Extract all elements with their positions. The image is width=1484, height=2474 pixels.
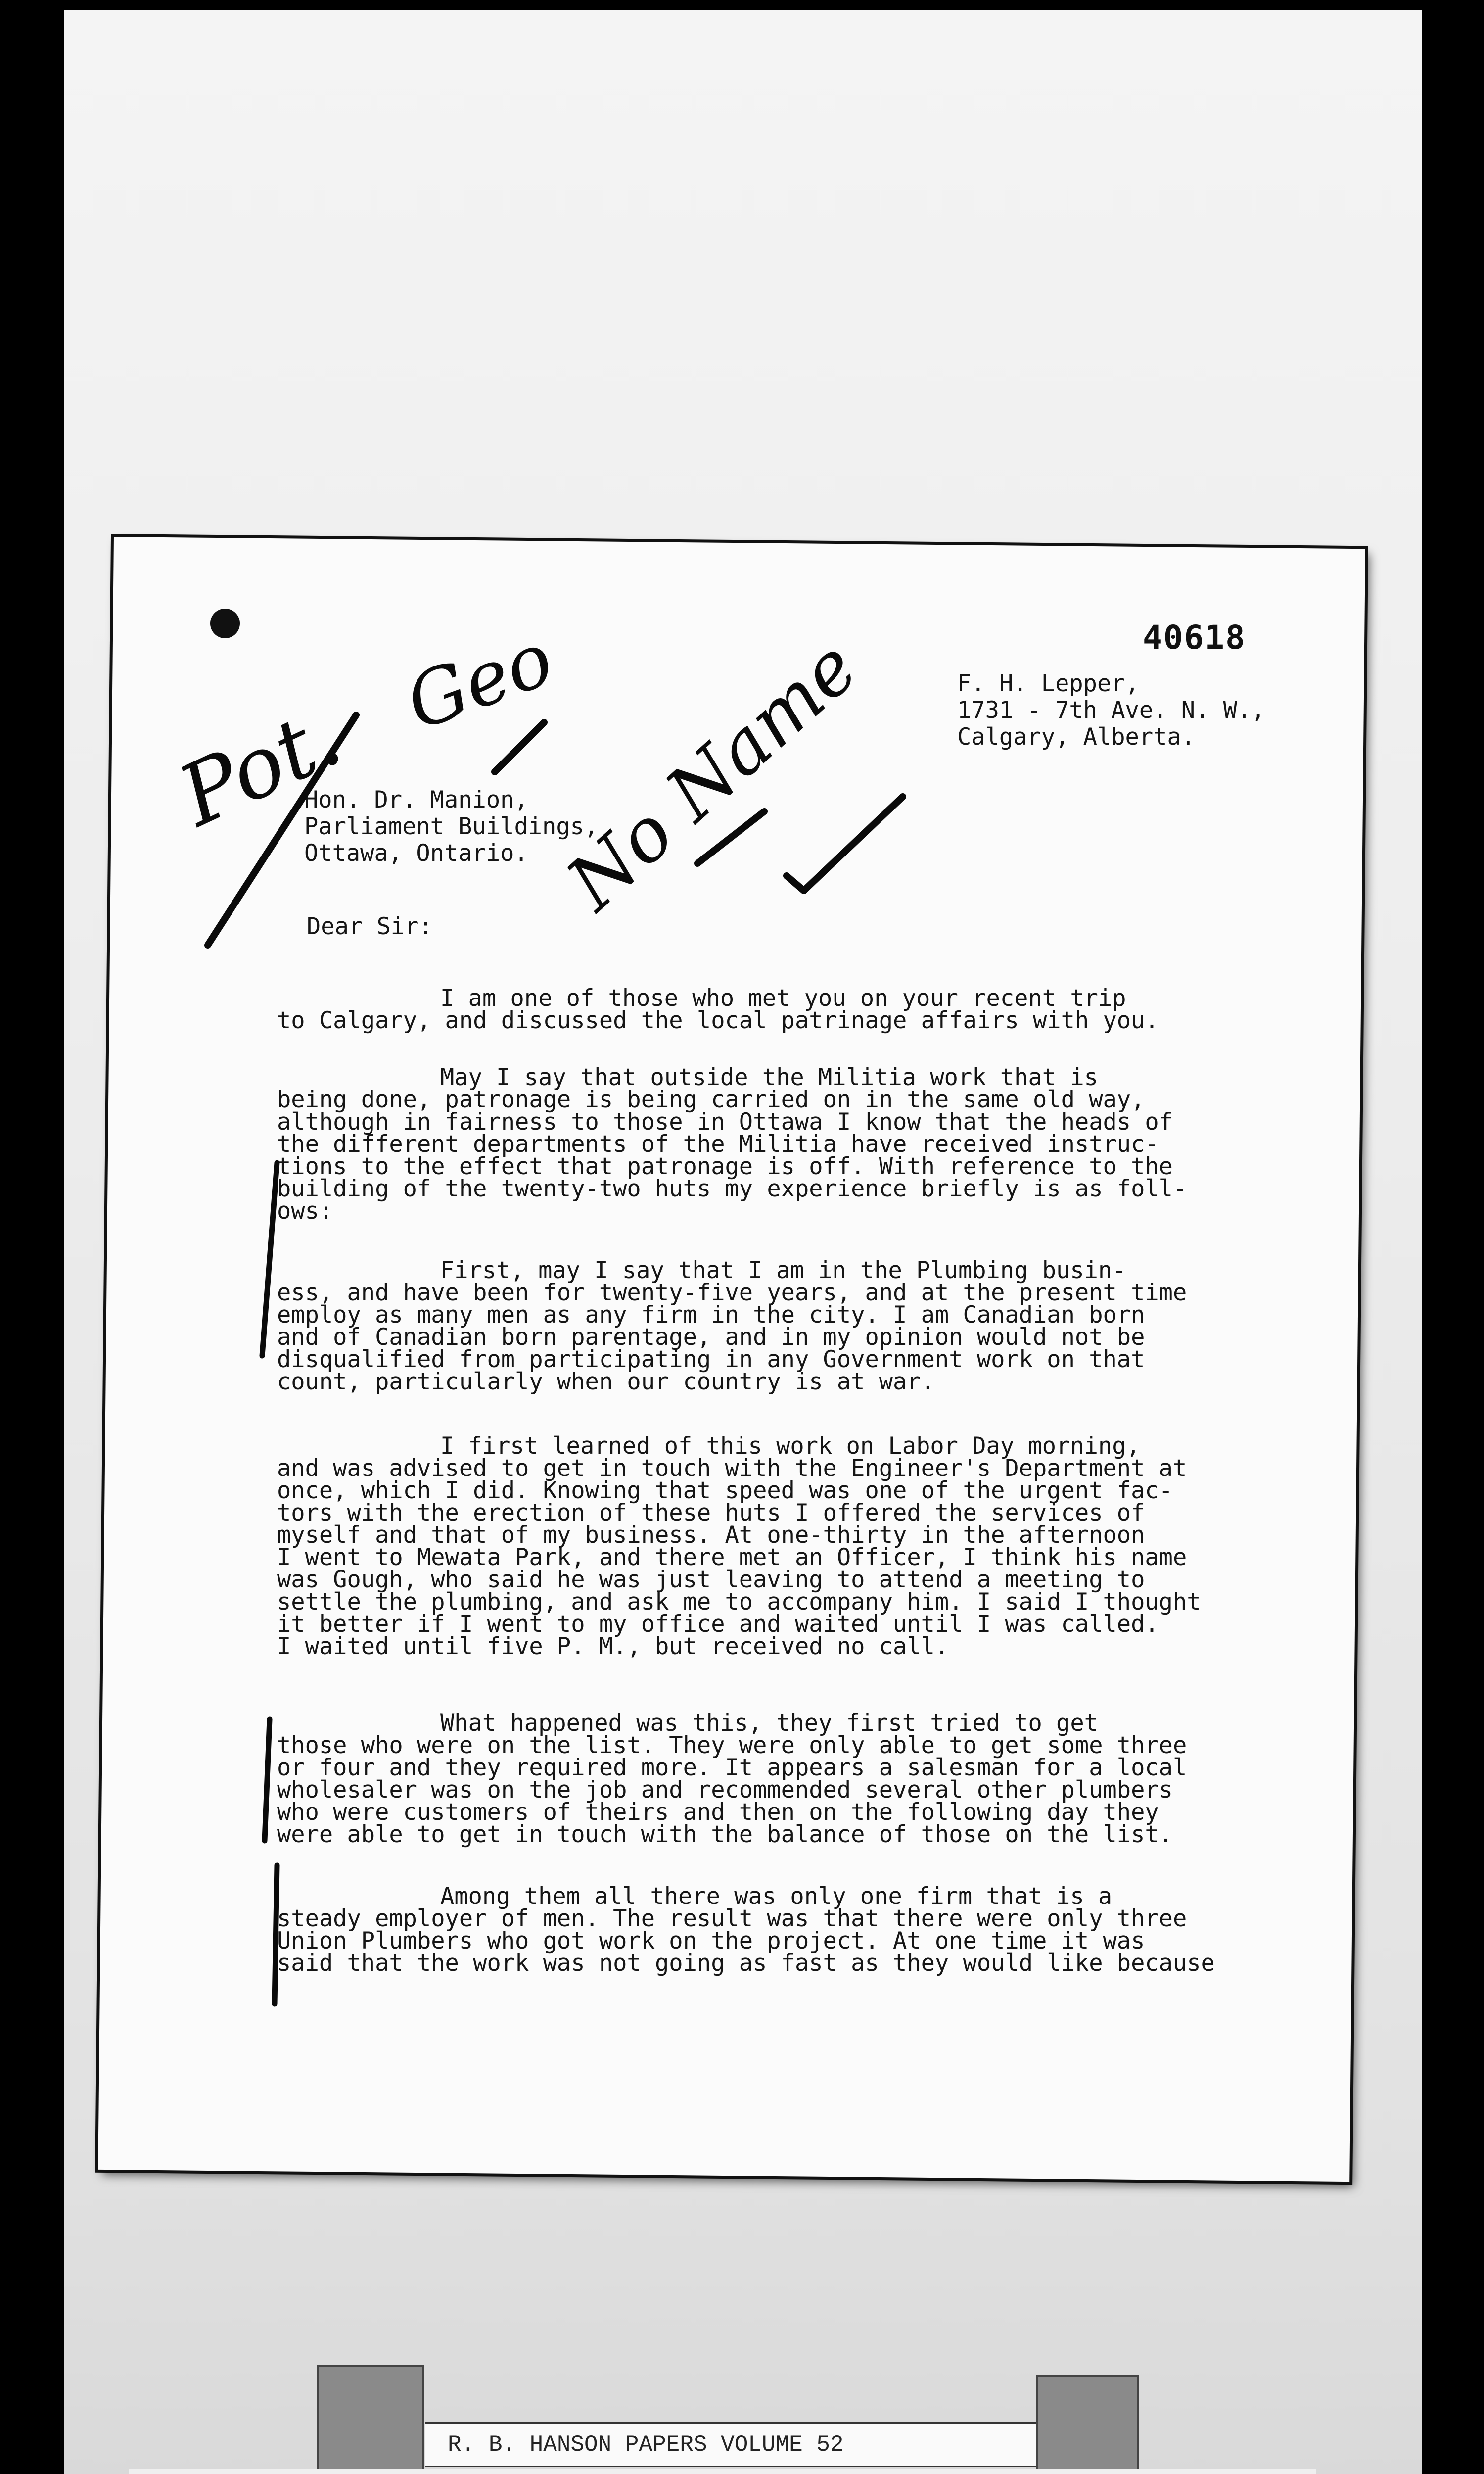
- paragraph-line: myself and that of my business. At one-thirty in the afternoon: [277, 1522, 1145, 1549]
- paragraph-line: wholesaler was on the job and recommended several other plumbers: [277, 1776, 1173, 1804]
- paragraph-line: I am one of those who met you on your recent trip: [440, 985, 1126, 1012]
- paragraph-line: said that the work was not going as fast as they would like because: [277, 1950, 1215, 1977]
- handwritten-annotation: No Name: [551, 624, 874, 927]
- sender-address: [957, 670, 1265, 751]
- pin-mark: [210, 609, 240, 638]
- paragraph-4: [277, 1432, 1276, 1660]
- paragraph-line: it better if I went to my office and waited until I was called.: [277, 1611, 1159, 1638]
- salutation: Dear Sir:: [307, 913, 433, 940]
- paragraph-line: I first learned of this work on Labor Day morning,: [440, 1432, 1140, 1460]
- paragraph-2: [277, 1064, 1276, 1225]
- sender-line: F. H. Lepper,: [957, 670, 1139, 697]
- recipient-line: Ottawa, Ontario.: [304, 840, 528, 867]
- handwritten-annotation: Pot.: [165, 687, 356, 846]
- paragraph-line: ess, and have been for twenty-five years, and at the present time: [277, 1279, 1187, 1306]
- sender-line: Calgary, Alberta.: [957, 723, 1196, 751]
- recipient-line: Parliament Buildings,: [304, 813, 599, 840]
- paragraph-3: [277, 1259, 1276, 1393]
- paragraph-line: tors with the erection of these huts I offered the services of: [277, 1499, 1145, 1526]
- paragraph-line: who were customers of theirs and then on the following day they: [277, 1799, 1159, 1826]
- paragraph-line: to Calgary, and discussed the local patrinage affairs with you.: [277, 1007, 1159, 1034]
- paragraph-line: employ as many men as any firm in the city. I am Canadian born: [277, 1301, 1145, 1329]
- paragraph-line: ows:: [277, 1197, 333, 1225]
- paragraph-line: What happened was this, they first tried to get: [440, 1710, 1098, 1737]
- paragraph-line: I went to Mewata Park, and there met an Officer, I think his name: [277, 1544, 1187, 1571]
- paragraph-line: building of the twenty-two huts my experience briefly is as foll-: [277, 1175, 1187, 1202]
- handwritten-annotation: Geo: [395, 616, 564, 747]
- paragraph-line: disqualified from participating in any Government work on that: [277, 1346, 1145, 1373]
- document-number: 40618: [1143, 618, 1246, 657]
- paragraph-line: and of Canadian born parentage, and in my opinion would not be: [277, 1324, 1145, 1351]
- volume-label: R. B. HANSON PAPERS VOLUME 52: [448, 2432, 844, 2458]
- paragraph-line: settle the plumbing, and ask me to accompany him. I said I thought: [277, 1588, 1201, 1616]
- paragraph-line: tions to the effect that patronage is off. With reference to the: [277, 1153, 1173, 1180]
- paragraph-line: being done, patronage is being carried on in the same old way,: [277, 1086, 1145, 1113]
- paragraph-line: Among them all there was only one firm that is a: [440, 1883, 1113, 1910]
- paragraph-line: steady employer of men. The result was that there were only three: [277, 1905, 1187, 1932]
- paragraph-line: although in fairness to those in Ottawa I know that the heads of: [277, 1108, 1173, 1136]
- paragraph-line: were able to get in touch with the balance of those on the list.: [277, 1821, 1173, 1848]
- paragraph-5: [277, 1712, 1276, 1846]
- paragraph-line: count, particularly when our country is at war.: [277, 1368, 935, 1395]
- recipient-line: Hon. Dr. Manion,: [304, 786, 528, 813]
- paragraph-line: and was advised to get in touch with the Engineer's Department at: [277, 1455, 1187, 1482]
- paragraph-1: [277, 987, 1276, 1032]
- paragraph-line: once, which I did. Knowing that speed was one of the urgent fac-: [277, 1477, 1173, 1504]
- clip-right: [1036, 2375, 1139, 2474]
- paragraph-line: May I say that outside the Militia work that is: [440, 1064, 1098, 1091]
- recipient-address: [304, 787, 598, 867]
- paragraph-line: Union Plumbers who got work on the project. At one time it was: [277, 1927, 1145, 1954]
- paragraph-line: the different departments of the Militia have received instruc-: [277, 1131, 1159, 1158]
- archive-stamp-area: [129, 2469, 1316, 2474]
- paragraph-line: First, may I say that I am in the Plumbing busin-: [440, 1257, 1126, 1284]
- paragraph-6: [277, 1883, 1276, 1977]
- paragraph-line: I waited until five P. M., but received no call.: [277, 1633, 949, 1660]
- paragraph-line: or four and they required more. It appears a salesman for a local: [277, 1754, 1187, 1781]
- paragraph-line: those who were on the list. They were only able to get some three: [277, 1732, 1187, 1759]
- sender-line: 1731 - 7th Ave. N. W.,: [957, 697, 1265, 724]
- paragraph-line: was Gough, who said he was just leaving to attend a meeting to: [277, 1566, 1145, 1593]
- clip-left: [317, 2365, 424, 2474]
